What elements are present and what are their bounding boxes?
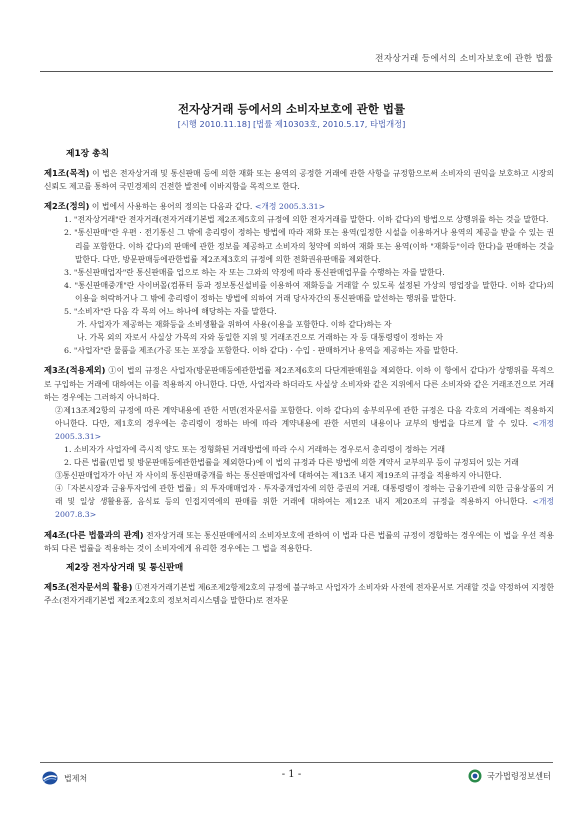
article-1 (44, 167, 554, 193)
article-text: 이 법은 전자상거래 및 통신판매 등에 의한 재화 또는 용역의 공정한 거래에 관한 사항을 규정함으로써 소비자의 권익을 보호하고 시장의 신뢰도 제고를 통하여 국민경제의 건전한 발전에 이바지함을 목적으로 한다. (44, 169, 554, 192)
article-heading: 제4조(다른 법률과의 관계) (44, 529, 144, 540)
law-center-logo-icon (468, 769, 482, 783)
article-text: 전자상거래 또는 통신판매에서의 소비자보호에 관하여 이 법과 다른 법률의 규정이 경합하는 경우에는 이 법을 우선 적용하되 다른 법률을 적용하는 것이 소비자에게 유리한 경우에는 그 법을 적용한다. (44, 530, 554, 553)
article-heading: 제5조(전자문서의 활용) (44, 581, 133, 592)
article-heading: 제2조(정의) (44, 201, 90, 212)
footer-divider (40, 762, 553, 763)
chapter-heading: 제1장 총칙 (66, 149, 110, 159)
amendment-note[interactable]: <개정 2005.3.31> (55, 418, 554, 441)
definition-item: 5. "소비자"란 다음 각 목의 어느 하나에 해당하는 자를 말한다. (64, 307, 277, 317)
article-paragraph: ③통신판매업자가 아닌 자 사이의 통신판매중개를 하는 통신판매업자에 대하여는 제13조 내지 제19조의 규정을 적용하지 아니한다. (55, 471, 502, 481)
definition-item: 2. "통신판매"란 우편 · 전기통신 그 밖에 총리령이 정하는 방법에 따라 재화 또는 용역(일정한 시설을 이용하거나 용역의 제공을 받을 수 있는 권리를 포함한다. 이하 같다)의 판매에 관한 정보를 제공하고 소비자의 청약에 의하여 재화 또는 용역(이하 "재화등"이라 한다)을 판매하는 것을 말한다. 다만, 방문판매등에관한법률 제2조제3호의 규정에 의한 전화권유판매를 제외한다. (64, 228, 554, 264)
definition-subitem: 가. 사업자가 제공하는 재화등을 소비생활을 위하여 사용(이용을 포함한다. 이하 같다)하는 자 (77, 320, 392, 330)
article-heading: 제3조(적용제외) (44, 365, 106, 376)
definition-item: 4. "통신판매중개"란 사이버몰(컴퓨터 등과 정보통신설비를 이용하여 재화등을 거래할 수 있도록 설정된 가상의 영업장을 말한다. 이하 같다)의 이용을 허락하거나 그 밖에 총리령이 정하는 방법에 의하여 거래 당사자간의 통신판매를 알선하는 행위를 말한다. (64, 280, 554, 303)
amendment-note[interactable]: <개정 2007.8.3> (55, 497, 554, 520)
article-paragraph: ①이 법의 규정은 사업자(방문판매등에관한법률 제2조제6호의 다단계판매원을 제외한다. 이하 이 항에서 같다)가 상행위를 목적으로 구입하는 거래에 대하여는 이를 적용하지 아니한다. 다만, 사업자라 하더라도 사실상 소비자와 같은 지위에서 다른 소비자와 같은 거래조건으로 거래하는 경우에는 그러하지 아니하다. (44, 366, 554, 402)
article-2 (44, 200, 554, 357)
document-body (44, 142, 554, 614)
article-text: 이 법에서 사용하는 용어의 정의는 다음과 같다. (89, 202, 253, 212)
article-5 (44, 581, 554, 607)
list-item: 1. 소비자가 사업자에 즉시적 양도 또는 정형화된 거래방법에 따라 수시 거래하는 경우로서 총리령이 정하는 거래 (64, 444, 446, 454)
article-text: ①전자거래기본법 제6조제2항제2호의 규정에 불구하고 사업자가 소비자와 사전에 전자문서로 거래할 것을 약정하여 지정한 주소(전자거래기본법 제2조제2호의 정보처리시스템을 말한다)로 전자문 (44, 582, 554, 605)
list-item: 2. 다른 법률(민법 및 방문판매등에관한법률을 제외한다)에 이 법의 규정과 다른 방법에 의한 계약서 교부의무 등이 규정되어 있는 거래 (64, 458, 519, 468)
article-paragraph: ②제13조제2항의 규정에 따른 계약내용에 관한 서면(전자문서를 포함한다. 이하 같다)의 송부의무에 관한 규정은 다음 각호의 거래에는 적용하지 아니한다. 다만, 제1호의 경우에는 총리령이 정하는 바에 따라 계약내용에 관한 서면의 내용이나 교부의 방법을 다르게 할 수 있다. (55, 405, 554, 428)
footer-right (468, 769, 551, 783)
header-divider (40, 71, 553, 72)
document-title: 전자상거래 등에서의 소비자보호에 관한 법률 (177, 102, 406, 116)
definition-item: 1. "전자상거래"란 전자거래(전자거래기본법 제2조제5호의 규정에 의한 전자거래를 말한다. 이하 같다)의 방법으로 상행위를 하는 것을 말한다. (64, 215, 549, 225)
chapter-heading: 제2장 전자상거래 및 통신판매 (66, 562, 184, 573)
article-heading: 제1조(목적) (44, 168, 90, 179)
definition-subitem: 나. 가목 외의 자로서 사실상 가목의 자와 동일한 지위 및 거래조건으로 거래하는 자 등 대통령령이 정하는 자 (77, 333, 443, 343)
article-paragraph: ④「자본시장과 금융투자업에 관한 법률」의 투자매매업자 · 투자중개업자에 의한 증권의 거래, 대통령령이 정하는 금융기관에 의한 금융상품의 거래 및 일상 생활용품, 음식료 등의 인접지역에의 판매를 위한 거래에 대하여는 제12조 내지 제20조의 규정을 적용하지 아니한다. (55, 484, 554, 507)
definition-item: 6. "사업자"란 물품을 제조(가공 또는 포장을 포함한다. 이하 같다) · 수입 · 판매하거나 용역을 제공하는 자를 말한다. (64, 346, 459, 356)
article-3 (44, 364, 554, 521)
page-number: - 1 - (281, 769, 302, 780)
running-header: 전자상거래 등에서의 소비자보호에 관한 법률 (375, 54, 553, 64)
footer-org-name: 법제처 (64, 773, 88, 783)
definition-item: 3. "통신판매업자"란 통신판매를 업으로 하는 자 또는 그와의 약정에 따라 통신판매업무를 수행하는 자를 말한다. (64, 267, 445, 277)
footer-center-name: 국가법령정보센터 (486, 771, 551, 781)
document-enforcement-info[interactable]: [시행 2010.11.18] [법률 제10303호, 2010.5.17, 타법개정] (177, 119, 406, 129)
article-4 (44, 529, 554, 555)
amendment-note[interactable]: <개정 2005.3.31> (252, 202, 326, 212)
